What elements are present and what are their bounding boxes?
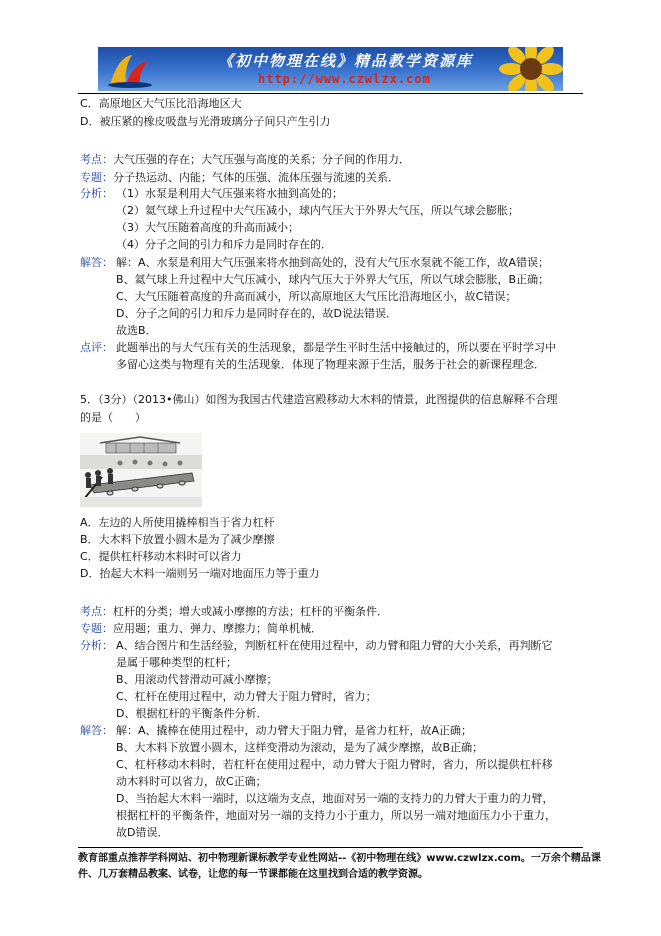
q4-option-c: C．高原地区大气压比沿海地区大 <box>80 97 242 110</box>
q5-fenxi-line: B、用滚动代替滑动可减小摩擦； <box>116 673 278 686</box>
q5-option-a: A．左边的人所使用撬棒相当于省力杠杆 <box>80 516 275 529</box>
header-banner <box>98 47 563 91</box>
q5-jieda-line: C、杠杆移动木料时，若杠杆在使用过程中，动力臂大于阻力臂时，省力，所以提供杠杆移 <box>116 758 553 771</box>
q4-zhuanti-text: 分子热运动、内能；气体的压强、流体压强与流速的关系． <box>113 171 399 184</box>
q4-kaodian-text: 大气压强的存在；大气压强与高度的关系；分子间的作用力． <box>113 153 410 166</box>
q5-jieda-line: 根据杠杆的平衡条件，地面对另一端的支持力小于重力，所以另一端对地面压力小于重力， <box>116 809 556 822</box>
q5-fenxi-line: D、根据杠杆的平衡条件分析． <box>116 707 268 720</box>
q4-jieda-line: C、大气压随着高度的升高而减小，所以高原地区大气压比沿海地区小，故C错误； <box>116 290 517 303</box>
q4-kaodian <box>80 153 410 167</box>
q5-zhuanti-label: 专题： <box>80 622 113 635</box>
q5-kaodian-text: 杠杆的分类；增大或减小摩擦的方法；杠杆的平衡条件． <box>113 605 388 618</box>
q5-option-d: D．抬起大木料一端则另一端对地面压力等于重力 <box>80 567 320 580</box>
q4-fenxi-line: （2）氦气球上升过程中大气压减小，球内气压大于外界大气压，所以气球会膨胀； <box>116 204 519 217</box>
q5-jieda-label: 解答： <box>80 724 113 737</box>
q5-jieda-line: B、大木料下放置小圆木，这样变滑动为滚动，是为了减少摩擦，故B正确； <box>116 741 484 754</box>
q5-jieda-line: D、当抬起大木料一端时，以这端为支点，地面对另一端的支持力的力臂大于重力的力臂， <box>116 792 554 805</box>
q4-dianping-label: 点评： <box>80 341 113 354</box>
q4-fenxi-line: （4）分子之间的引力和斥力是同时存在的． <box>116 238 332 251</box>
q5-option-b: B．大木料下放置小圆木是为了减少摩擦 <box>80 533 275 546</box>
q4-dianping-line: 多留心这类与物理有关的生活现象．体现了物理来源于生活，服务于社会的新课程理念． <box>116 358 545 371</box>
q5-jieda-line: 故D错误． <box>116 826 169 839</box>
sunflower-icon <box>496 47 563 91</box>
q5-zhuanti-text: 应用题；重力、弹力、摩擦力；简单机械． <box>113 622 322 635</box>
q5-fenxi-line: A、结合图片和生活经验，判断杠杆在使用过程中，动力臂和阻力臂的大小关系，再判断它 <box>116 639 553 652</box>
q5-zhuanti <box>80 622 322 636</box>
q4-dianping-line: 此题举出的与大气压有关的生活现象，都是学生平时生活中接触过的，所以要在平时学习中 <box>116 341 556 354</box>
q4-jieda-line: 解：A、水泵是利用大气压强来将水抽到高处的，没有大气压水泵就不能工作，故A错误； <box>116 256 550 269</box>
q5-stem-line: 的是（ ） <box>80 411 146 424</box>
q4-jieda-label: 解答： <box>80 256 113 269</box>
q4-zhuanti <box>80 171 399 185</box>
q4-fenxi-line: （1）水泵是利用大气压强来将水抽到高处的； <box>116 187 343 200</box>
banner-url[interactable]: http://www.czwlzx.com <box>258 72 431 86</box>
q5-kaodian <box>80 605 388 619</box>
q4-kaodian-label: 考点： <box>80 153 113 166</box>
q4-option-d: D．被压紧的橡皮吸盘与光滑玻璃分子间只产生引力 <box>80 115 331 128</box>
q5-stem-line: 5．（3分）（2013•佛山）如图为我国古代建造宫殿移动大木料的情景，此图提供的信息解释不合理 <box>80 393 558 406</box>
q5-fenxi-label: 分析： <box>80 639 113 652</box>
q4-zhuanti-label: 专题： <box>80 171 113 184</box>
header-rule <box>78 93 583 94</box>
footer-line: 教育部重点推荐学科网站、初中物理新课标教学专业性网站--《初中物理在线》www.czwlzx.com。一万余个精品课 <box>78 853 601 864</box>
q5-fenxi-line: 是属于哪种类型的杠杆； <box>116 656 237 669</box>
q5-fenxi-line: C、杠杆在使用过程中，动力臂大于阻力臂时，省力； <box>116 690 377 703</box>
q5-option-c: C．提供杠杆移动木料时可以省力 <box>80 550 242 563</box>
q4-jieda-line: B、氦气球上升过程中大气压减小，球内气压大于外界大气压，所以气球会膨胀，B正确； <box>116 273 550 286</box>
q5-jieda-line: 动木料时可以省力，故C正确； <box>116 775 267 788</box>
q4-jieda-line: 故选B． <box>116 324 157 337</box>
q4-jieda-line: D、分子之间的引力和斥力是同时存在的，故D说法错误． <box>116 307 397 320</box>
q4-fenxi-label: 分析： <box>80 187 113 200</box>
site-logo-icon <box>104 51 156 89</box>
q4-fenxi-line: （3）大气压随着高度的升高而减小； <box>116 221 299 234</box>
q5-jieda-line: 解：A、撬棒在使用过程中，动力臂大于阻力臂，是省力杠杆，故A正确； <box>116 724 473 737</box>
footer-rule <box>78 847 583 848</box>
q5-kaodian-label: 考点： <box>80 605 113 618</box>
banner-title: 《初中物理在线》精品教学资源库 <box>218 52 474 70</box>
footer-line: 件、几万套精品教案、试卷，让您的每一节课都能在这里找到合适的教学资源。 <box>78 869 428 880</box>
palace-timber-illustration <box>80 433 202 507</box>
